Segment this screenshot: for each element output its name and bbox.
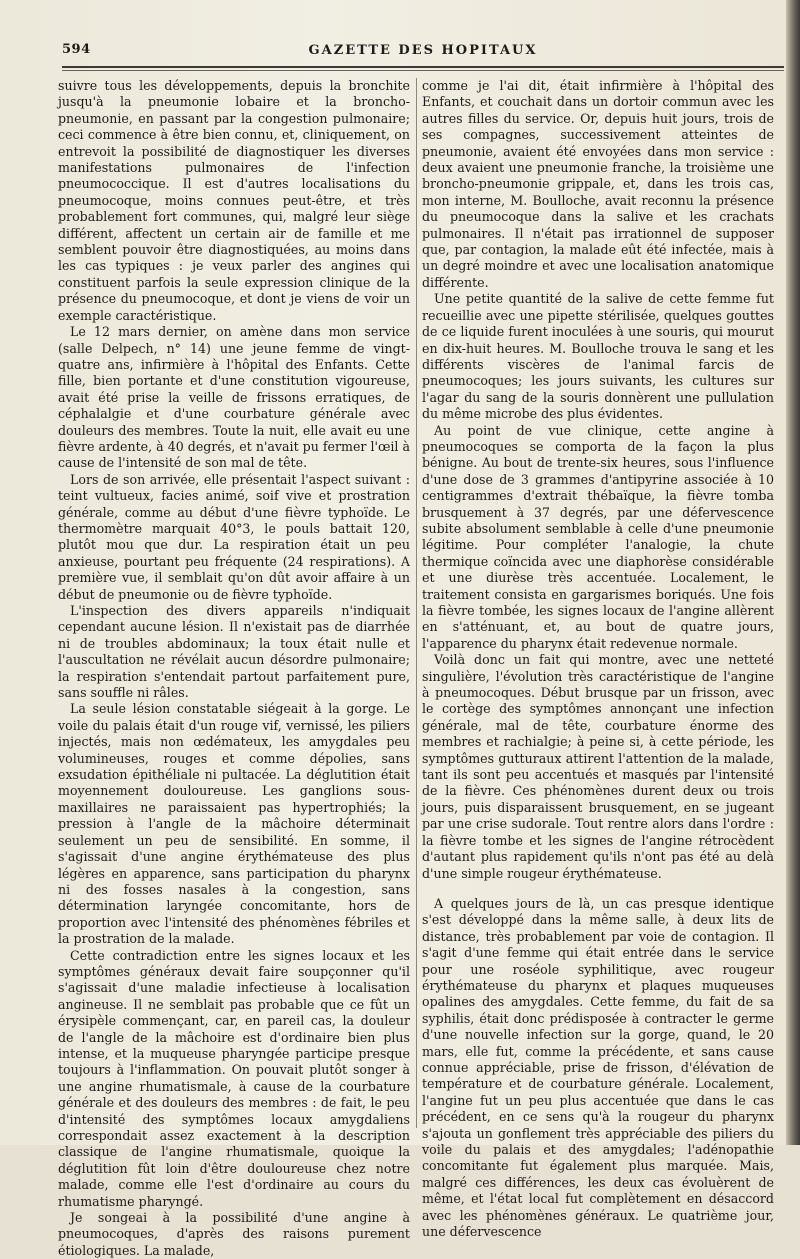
- paragraph: A quelques jours de là, un cas presque identique s'est développé dans la même salle, à deux lits de distance, très probablement par voie de contagion. Il s'agit d'une femme qui était entrée dans le service pour une roséole syphilitique, avec rougeur érythémateuse du pharynx et plaques muqueuses opalines des amygdales. Cette femme, du fait de sa syphilis, était donc prédisposée à contracter le germe d'une nouvelle infection sur la gorge, quand, le 20 mars, elle fut, comme la précédente, et sans cause connue appréciable, prise de frisson, d'élévation de température et de courbature générale. Localement, l'angine fut un peu plus accentuée que dans le cas précédent, en ce sens qu'à la rougeur du pharynx s'ajouta un gonflement très appréciable des piliers du voile du palais et des amygdales; l'adénopathie concomitante fut également plus marquée. Mais, malgré ces différences, les deux cas évoluèrent de même, et l'état local fut complètement en désaccord avec les phénomènes généraux. Le quatrième jour, une défervescence: [422, 895, 774, 1240]
- paragraph: Cette contradiction entre les signes locaux et les symptômes généraux devait faire soupçonner qu'il s'agissait d'une maladie infectieuse à localisation angineuse. Il ne semblait pas probable que ce fût un érysipèle commençant, car, en pareil cas, la douleur de l'angle de la mâchoire est d'ordinaire bien plus intense, et la muqueuse pharyngée participe presque toujours à l'inflammation. On pouvait plutôt songer à une angine rhumatismale, à cause de la courbature générale et des douleurs des membres : de fait, le peu d'intensité des symptômes locaux amygdaliens correspondait assez exactement à la description classique de l'angine rhumatismale, quoique la déglutition fût loin d'être douloureuse chez notre malade, comme elle l'est d'ordinaire au cours du rhumatisme pharyngé.: [58, 947, 410, 1209]
- header-rule-thin: [62, 70, 784, 71]
- page-header: [62, 40, 784, 64]
- paragraph: comme je l'ai dit, était infirmière à l'hôpital des Enfants, et couchait dans un dortoir commun avec les autres filles du service. Or, depuis huit jours, trois de ses compagnes, successivement atteintes de pneumonie, avaient été envoyées dans mon service : deux avaient une pneumonie franche, la troisième une broncho-pneumonie grippale, et, dans les trois cas, mon interne, M. Boulloche, avait reconnu la présence du pneumocoque dans la salive et les crachats pulmonaires. Il n'était pas irrationnel de supposer que, par contagion, la malade eût été infectée, mais à un degré moindre et avec une localisation anatomique différente.: [422, 78, 774, 290]
- page-number: 594: [62, 42, 91, 57]
- paragraph: Je songeai à la possibilité d'une angine à pneumocoques, d'après des raisons purement étiologiques. La malade,: [58, 1210, 410, 1258]
- header-rule: [62, 66, 784, 68]
- running-title: GAZETTE DES HOPITAUX: [308, 43, 538, 58]
- paragraph: Voilà donc un fait qui montre, avec une netteté singulière, l'évolution très caractéristique de l'angine à pneumocoques. Début brusque par un frisson, avec le cortège des symptômes annonçant une infection générale, mal de tête, courbature énorme des membres et rachialgie; à peine si, à cette période, les symptômes gutturaux attirent l'attention de la malade, tant ils sont peu accentués et masqués par l'intensité de la fièvre. Ces phénomènes durent deux ou trois jours, puis disparaissent brusquement, en se jugeant par une crise sudorale. Tout rentre alors dans l'ordre : la fièvre tombe et les signes de l'angine rétrocèdent d'autant plus rapidement qu'ils n'ont pas été au delà d'une simple rougeur érythémateuse.: [422, 652, 774, 881]
- left-column: [58, 78, 410, 1259]
- paragraph: La seule lésion constatable siégeait à la gorge. Le voile du palais était d'un rouge vif, vernissé, les piliers injectés, mais non œdémateux, les amygdales peu volumineuses, rouges et comme dépolies, sans exsudation épithéliale ni pultacée. La déglutition était moyennement douloureuse. Les ganglions sous-maxillaires ne paraissaient pas hypertrophiés; la pression à l'angle de la mâchoire déterminait seulement un peu de sensibilité. En somme, il s'agissait d'une angine érythémateuse des plus légères en apparence, sans participation du pharynx ni des fosses nasales à la congestion, sans détermination laryngée concomitante, hors de proportion avec l'intensité des phénomènes fébriles et la prostration de la malade.: [58, 701, 410, 947]
- page-edge-shadow: [786, 0, 800, 1145]
- paragraph: Au point de vue clinique, cette angine à pneumocoques se comporta de la façon la plus bénigne. Au bout de trente-six heures, sous l'influence d'une dose de 3 grammes d'antipyrine associée à 10 centigrammes d'extrait thébaïque, la fièvre tomba brusquement à 37 degrés, par une défervescence subite absolument semblable à celle d'une pneumonie légitime. Pour compléter l'analogie, la chute thermique coïncida avec une diaphorèse considérable et une diurèse très accentuée. Localement, le traitement consista en gargarismes boriqués. Une fois la fièvre tombée, les signes locaux de l'angine allèrent en s'atténuant, et, au bout de quatre jours, l'apparence du pharynx était redevenue normale.: [422, 422, 774, 651]
- paragraph: L'inspection des divers appareils n'indiquait cependant aucune lésion. Il n'existait pas de diarrhée ni de troubles abdominaux; la toux était nulle et l'auscultation ne révélait aucun désordre pulmonaire; la respiration s'entendait partout parfaitement pure, sans souffle ni râles.: [58, 603, 410, 701]
- right-column: [422, 78, 774, 1240]
- paragraph: suivre tous les développements, depuis la bronchite jusqu'à la pneumonie lobaire et la broncho-pneumonie, en passant par la congestion pulmonaire; ceci commence à être bien connu, et, cliniquement, on entrevoit la possibilité de diagnostiquer les diverses manifestations pulmonaires de l'infection pneumococcique. Il est d'autres localisations du pneumocoque, moins connues peut-être, et très probablement fort communes, qui, malgré leur siège différent, affectent un certain air de famille et me semblent pouvoir être diagnostiquées, au moins dans les cas typiques : je veux parler des angines qui constituent parfois la seule expression clinique de la présence du pneumocoque, et dont je viens de voir un exemple caractéristique.: [58, 78, 410, 323]
- paragraph: Lors de son arrivée, elle présentait l'aspect suivant : teint vultueux, facies animé, soif vive et prostration générale, comme au début d'une fièvre typhoïde. Le thermomètre marquait 40°3, le pouls battait 120, plutôt mou que dur. La respiration était un peu anxieuse, pourtant peu fréquente (24 respirations). A première vue, il semblait qu'on dût avoir affaire à un début de pneumonie ou de fièvre typhoïde.: [58, 471, 410, 602]
- column-divider: [416, 78, 417, 1128]
- paragraph: Une petite quantité de la salive de cette femme fut recueillie avec une pipette stérilisée, quelques gouttes de ce liquide furent inoculées à une souris, qui mourut en dix-huit heures. M. Boulloche trouva le sang et les différents viscères de l'animal farcis de pneumocoques; les jours suivants, les cultures sur l'agar du sang de la souris donnèrent une pullulation du même microbe des plus évidentes.: [422, 291, 774, 422]
- paragraph: Le 12 mars dernier, on amène dans mon service (salle Delpech, n° 14) une jeune femme de vingt-quatre ans, infirmière à l'hôpital des Enfants. Cette fille, bien portante et d'une constitution vigoureuse, avait été prise la veille de frissons erratiques, de céphalalgie et d'une courbature générale avec douleurs des membres. Toute la nuit, elle avait eu une fièvre ardente, à 40 degrés, et n'avait pu fermer l'œil à cause de l'intensité de son mal de tête.: [58, 324, 410, 471]
